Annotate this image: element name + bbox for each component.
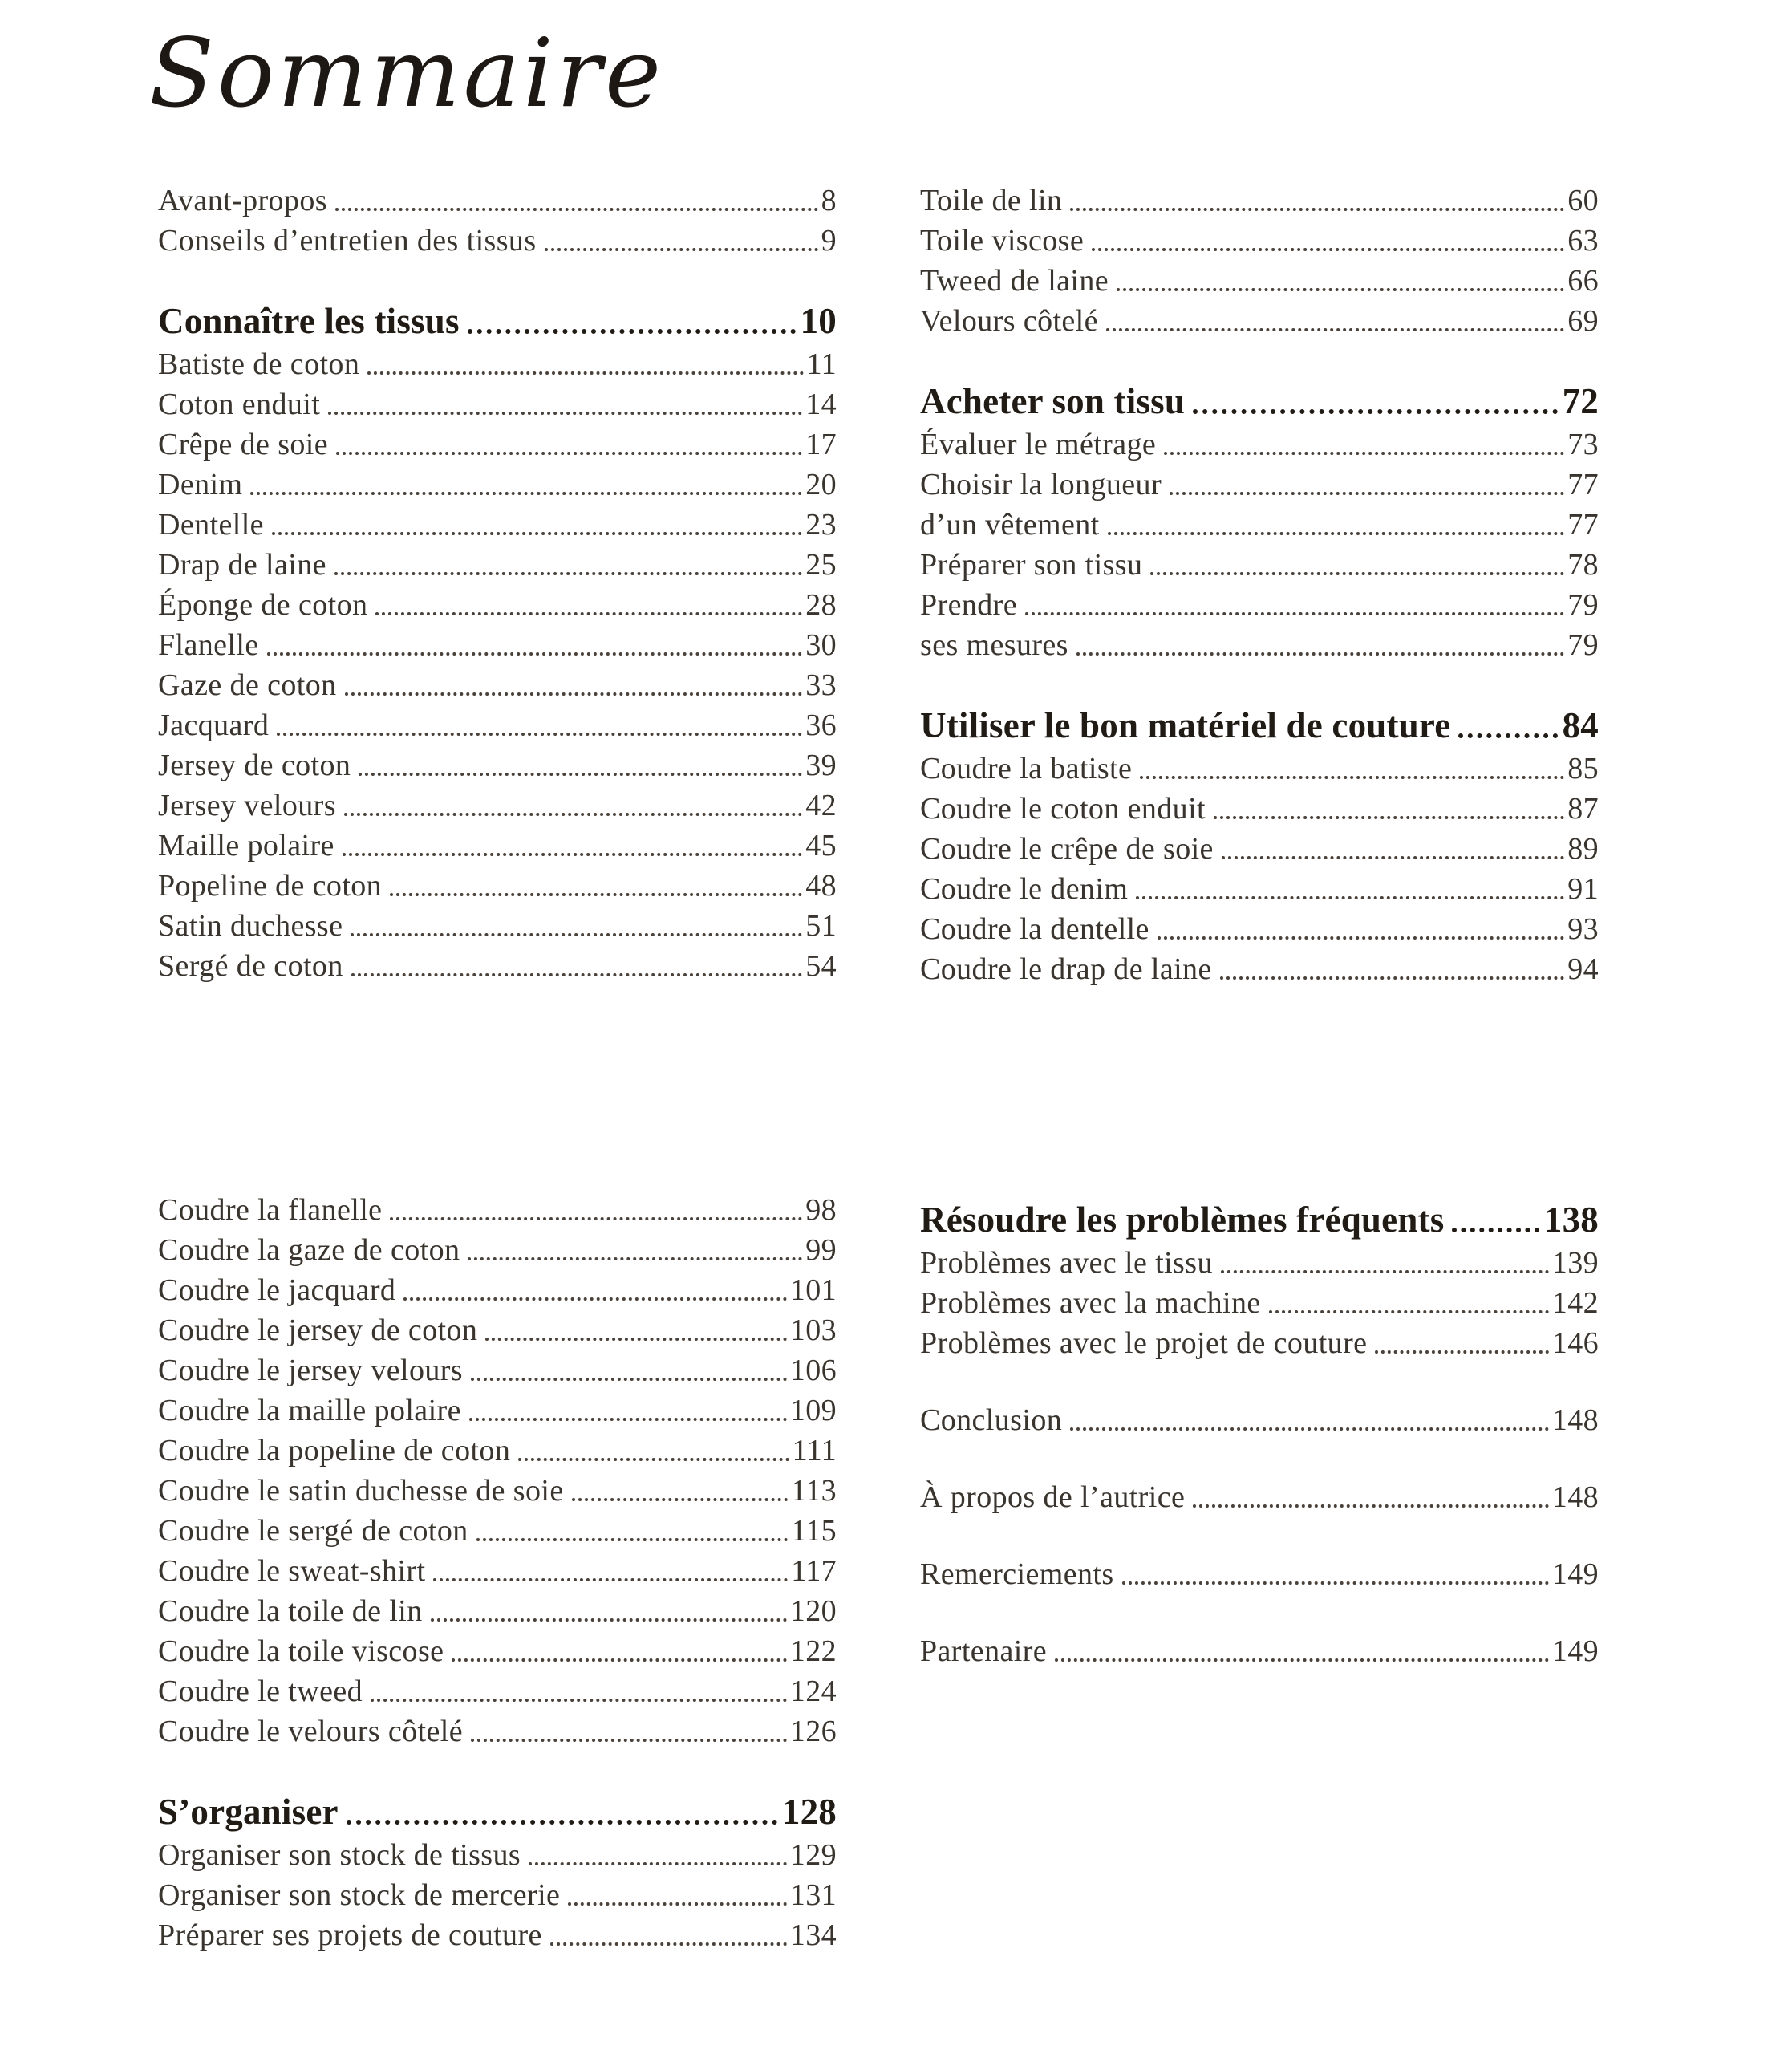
toc-entry xyxy=(920,746,1599,786)
toc-entry-page: 72 xyxy=(1562,381,1599,421)
toc-entry xyxy=(158,1508,837,1549)
toc-entry-label: Coudre le drap de laine xyxy=(920,952,1212,986)
toc-entry-label: Conclusion xyxy=(920,1403,1063,1437)
toc-entry-page: 11 xyxy=(806,347,837,381)
toc-entry-page: 148 xyxy=(1551,1403,1599,1437)
toc-entry-page: 94 xyxy=(1567,952,1599,986)
toc-entry xyxy=(158,1669,837,1709)
toc-entry xyxy=(158,783,837,823)
toc-entry xyxy=(158,1589,837,1629)
toc-entry-page: 28 xyxy=(805,588,837,622)
toc-entry-page: 124 xyxy=(789,1674,837,1708)
toc-entry-label: Coudre la flanelle xyxy=(158,1193,383,1227)
toc-entry-label: Coudre le crêpe de soie xyxy=(920,832,1214,866)
toc-entry-label: Coudre le sweat-shirt xyxy=(158,1554,426,1588)
dot-leader xyxy=(1106,328,1564,331)
toc-entry-label: Jacquard xyxy=(158,708,270,742)
dot-leader xyxy=(471,1739,787,1742)
toc-entry xyxy=(920,422,1599,462)
toc-entry xyxy=(920,298,1599,339)
toc-entry xyxy=(158,623,837,663)
toc-entry xyxy=(920,178,1599,218)
toc-entry-page: 63 xyxy=(1567,224,1599,258)
dot-leader xyxy=(1070,208,1564,211)
toc-entry-label: Coudre la toile de lin xyxy=(158,1594,423,1628)
toc-entry xyxy=(158,1268,837,1308)
toc-column-bottom-left xyxy=(158,1187,837,1953)
dot-leader xyxy=(347,1820,777,1825)
toc-entry-page: 103 xyxy=(789,1313,837,1347)
toc-entry-page: 142 xyxy=(1551,1286,1599,1320)
section-gap xyxy=(920,1361,1599,1398)
toc-column-top-right xyxy=(920,178,1599,987)
dot-leader xyxy=(1140,776,1564,779)
dot-leader xyxy=(433,1578,788,1581)
toc-entry xyxy=(158,1833,837,1873)
toc-entry xyxy=(158,1308,837,1348)
dot-leader xyxy=(1150,572,1564,575)
dot-leader xyxy=(1108,532,1565,535)
toc-entry xyxy=(158,903,837,944)
toc-entry xyxy=(158,823,837,863)
dot-leader xyxy=(1375,1350,1548,1354)
dot-leader xyxy=(1220,976,1564,980)
toc-entry-label: Organiser son stock de mercerie xyxy=(158,1878,561,1912)
toc-entry-page: 106 xyxy=(789,1354,837,1387)
toc-entry xyxy=(158,583,837,623)
toc-entry xyxy=(158,342,837,382)
toc-entry xyxy=(920,542,1599,583)
toc-entry-page: 138 xyxy=(1543,1200,1599,1240)
toc-entry xyxy=(158,542,837,583)
toc-entry-label: Évaluer le métrage xyxy=(920,428,1157,461)
section-gap xyxy=(158,1749,837,1786)
toc-entry-page: 36 xyxy=(805,708,837,742)
dot-leader xyxy=(336,452,802,455)
dot-leader xyxy=(545,248,818,251)
toc-entry-label: Sergé de coton xyxy=(158,949,343,983)
toc-entry-label: Coudre le jersey de coton xyxy=(158,1313,478,1347)
toc-entry-page: 79 xyxy=(1567,588,1599,622)
toc-entry-label: Choisir la longueur xyxy=(920,468,1162,501)
toc-entry-label: Acheter son tissu xyxy=(920,381,1186,421)
toc-entry xyxy=(920,1321,1599,1361)
toc-entry-page: 25 xyxy=(805,548,837,582)
dot-leader xyxy=(1055,1658,1549,1662)
toc-entry-label: Tweed de laine xyxy=(920,264,1109,298)
dot-leader xyxy=(345,692,803,696)
toc-entry xyxy=(158,743,837,783)
dot-leader xyxy=(1136,896,1564,899)
toc-entry-label: Maille polaire xyxy=(158,829,334,863)
toc-entry xyxy=(158,1549,837,1589)
dot-leader xyxy=(550,1942,787,1946)
toc-entry-label: Coudre la dentelle xyxy=(920,912,1149,946)
toc-entry-label: Jersey de coton xyxy=(158,749,351,782)
toc-entry-page: 120 xyxy=(789,1594,837,1628)
toc-entry-label: Utiliser le bon matériel de couture xyxy=(920,705,1451,745)
toc-entry-page: 117 xyxy=(791,1554,837,1588)
dot-leader xyxy=(468,1257,802,1260)
toc-entry-page: 60 xyxy=(1567,184,1599,217)
toc-entry-page: 113 xyxy=(791,1474,837,1508)
toc-entry-page: 111 xyxy=(792,1434,837,1467)
toc-entry-label: Popeline de coton xyxy=(158,869,383,903)
dot-leader xyxy=(1122,1581,1549,1585)
toc-entry xyxy=(158,1228,837,1268)
toc-entry-page: 54 xyxy=(805,949,837,983)
dot-leader xyxy=(1092,248,1564,251)
toc-entry-page: 33 xyxy=(805,668,837,702)
dot-leader xyxy=(359,773,802,776)
toc-entry xyxy=(158,422,837,462)
toc-entry-page: 146 xyxy=(1551,1326,1599,1360)
toc-entry xyxy=(920,1552,1599,1592)
dot-leader xyxy=(1458,733,1557,738)
toc-entry-label: Problèmes avec le projet de couture xyxy=(920,1326,1368,1360)
toc-entry-label: Coudre la toile viscose xyxy=(158,1634,444,1668)
toc-entry-page: 17 xyxy=(805,428,837,461)
toc-entry xyxy=(158,502,837,542)
toc-entry xyxy=(158,1468,837,1508)
toc-entry-page: 23 xyxy=(805,508,837,542)
dot-leader xyxy=(334,572,802,575)
toc-entry-page: 20 xyxy=(805,468,837,501)
dot-leader xyxy=(390,1217,802,1220)
toc-entry xyxy=(158,382,837,422)
toc-entry xyxy=(920,826,1599,867)
toc-entry-page: 149 xyxy=(1551,1634,1599,1668)
toc-column-top-left xyxy=(158,178,837,984)
toc-entry-label: Problèmes avec le tissu xyxy=(920,1246,1213,1280)
toc-entry xyxy=(158,178,837,218)
dot-leader xyxy=(1117,288,1564,291)
toc-entry-page: 79 xyxy=(1567,628,1599,662)
dot-leader xyxy=(351,973,802,976)
toc-entry xyxy=(920,947,1599,987)
toc-entry xyxy=(920,502,1599,542)
toc-entry-label: S’organiser xyxy=(158,1792,339,1832)
dot-leader xyxy=(272,532,802,535)
section-gap xyxy=(920,339,1599,375)
toc-entry-label: Coudre la batiste xyxy=(920,752,1133,785)
toc-entry-page: 9 xyxy=(821,224,837,258)
toc-entry-label: Denim xyxy=(158,468,243,501)
toc-entry xyxy=(920,1475,1599,1515)
toc-entry-label: Crêpe de soie xyxy=(158,428,329,461)
toc-entry-page: 129 xyxy=(789,1838,837,1872)
dot-leader xyxy=(529,1862,787,1865)
toc-entry xyxy=(920,907,1599,947)
dot-leader xyxy=(1076,652,1564,656)
toc-entry xyxy=(920,1629,1599,1669)
toc-entry xyxy=(158,1388,837,1428)
toc-entry-label: Conseils d’entretien des tissus xyxy=(158,224,537,258)
toc-entry-label: d’un vêtement xyxy=(920,508,1100,542)
toc-entry xyxy=(158,1873,837,1913)
section-gap xyxy=(920,663,1599,700)
toc-entry xyxy=(158,1187,837,1228)
dot-leader xyxy=(1158,936,1564,940)
toc-entry xyxy=(158,1913,837,1953)
dot-leader xyxy=(1452,1228,1539,1232)
toc-entry-label: Organiser son stock de tissus xyxy=(158,1838,521,1872)
dot-leader xyxy=(1214,816,1564,819)
dot-leader xyxy=(390,893,802,896)
toc-entry-page: 10 xyxy=(800,301,837,341)
dot-leader xyxy=(476,1538,789,1541)
dot-leader xyxy=(267,652,803,656)
dot-leader xyxy=(250,492,802,495)
dot-leader xyxy=(431,1618,787,1622)
toc-entry-label: Coudre le satin duchesse de soie xyxy=(158,1474,564,1508)
toc-entry-label: Avant-propos xyxy=(158,184,327,217)
toc-entry-label: Préparer son tissu xyxy=(920,548,1143,582)
toc-entry-page: 101 xyxy=(789,1273,837,1307)
toc-entry xyxy=(158,1348,837,1388)
dot-leader xyxy=(351,933,802,936)
toc-entry-page: 8 xyxy=(821,184,837,217)
toc-entry xyxy=(920,462,1599,502)
toc-entry-page: 126 xyxy=(789,1715,837,1748)
dot-leader xyxy=(375,612,802,615)
toc-entry-page: 14 xyxy=(805,388,837,421)
dot-leader xyxy=(328,412,802,415)
toc-entry-label: Velours côtelé xyxy=(920,304,1098,338)
toc-section-heading xyxy=(920,375,1599,422)
toc-entry-label: Toile de lin xyxy=(920,184,1063,217)
toc-entry-label: Préparer ses projets de couture xyxy=(158,1918,542,1952)
toc-entry-label: Jersey velours xyxy=(158,789,336,822)
dot-leader xyxy=(1221,1270,1549,1273)
dot-leader xyxy=(452,1658,786,1662)
dot-leader xyxy=(335,208,818,211)
dot-leader xyxy=(367,371,803,375)
dot-leader xyxy=(403,1297,786,1301)
dot-leader xyxy=(1193,409,1558,414)
toc-section-heading xyxy=(920,1194,1599,1240)
toc-entry-label: Connaître les tissus xyxy=(158,301,460,341)
toc-entry-page: 131 xyxy=(789,1878,837,1912)
dot-leader xyxy=(344,813,802,816)
toc-entry xyxy=(158,1428,837,1468)
toc-entry-label: Remerciements xyxy=(920,1557,1114,1591)
toc-entry xyxy=(920,867,1599,907)
toc-entry-label: Problèmes avec la machine xyxy=(920,1286,1261,1320)
toc-entry xyxy=(158,944,837,984)
toc-entry-page: 87 xyxy=(1567,792,1599,826)
dot-leader xyxy=(1170,492,1564,495)
toc-entry xyxy=(158,863,837,903)
toc-entry-page: 73 xyxy=(1567,428,1599,461)
toc-entry-page: 122 xyxy=(789,1634,837,1668)
toc-entry-label: Coudre le velours côtelé xyxy=(158,1715,463,1748)
toc-entry-label: Batiste de coton xyxy=(158,347,360,381)
toc-entry-label: Coudre le coton enduit xyxy=(920,792,1206,826)
toc-entry xyxy=(920,1281,1599,1321)
toc-entry-label: Partenaire xyxy=(920,1634,1048,1668)
toc-entry-label: Résoudre les problèmes fréquents xyxy=(920,1200,1445,1240)
dot-leader xyxy=(485,1338,786,1341)
toc-entry-page: 115 xyxy=(791,1514,837,1548)
dot-leader xyxy=(572,1498,789,1501)
section-gap xyxy=(158,258,837,295)
toc-entry-page: 139 xyxy=(1551,1246,1599,1280)
toc-entry-page: 93 xyxy=(1567,912,1599,946)
toc-entry xyxy=(920,583,1599,623)
toc-entry-page: 89 xyxy=(1567,832,1599,866)
toc-entry xyxy=(920,218,1599,258)
section-gap xyxy=(920,1592,1599,1629)
dot-leader xyxy=(1070,1427,1549,1431)
toc-entry-label: Toile viscose xyxy=(920,224,1085,258)
toc-entry xyxy=(158,703,837,743)
toc-entry-page: 77 xyxy=(1567,468,1599,501)
toc-entry-label: Coton enduit xyxy=(158,388,321,421)
toc-entry-page: 91 xyxy=(1567,872,1599,906)
toc-entry-page: 98 xyxy=(805,1193,837,1227)
dot-leader xyxy=(469,1418,787,1421)
dot-leader xyxy=(343,853,802,856)
toc-entry-page: 30 xyxy=(805,628,837,662)
toc-entry-page: 84 xyxy=(1562,705,1599,745)
dot-leader xyxy=(277,733,802,736)
dot-leader xyxy=(1193,1504,1549,1508)
dot-leader xyxy=(568,1902,786,1906)
toc-entry-label: Éponge de coton xyxy=(158,588,368,622)
toc-entry xyxy=(920,786,1599,826)
toc-entry-page: 148 xyxy=(1551,1480,1599,1514)
toc-entry-page: 51 xyxy=(805,909,837,943)
toc-entry-label: Dentelle xyxy=(158,508,264,542)
toc-entry-page: 78 xyxy=(1567,548,1599,582)
toc-entry-page: 69 xyxy=(1567,304,1599,338)
toc-entry xyxy=(920,1240,1599,1281)
dot-leader xyxy=(1269,1310,1549,1313)
toc-entry-label: Coudre la popeline de coton xyxy=(158,1434,511,1467)
toc-entry-label: Coudre le jacquard xyxy=(158,1273,396,1307)
toc-entry-page: 134 xyxy=(789,1918,837,1952)
section-gap xyxy=(920,1438,1599,1475)
toc-entry-page: 99 xyxy=(805,1233,837,1267)
toc-entry-page: 149 xyxy=(1551,1557,1599,1591)
section-gap xyxy=(920,1515,1599,1552)
toc-entry-page: 128 xyxy=(781,1792,837,1832)
dot-leader xyxy=(471,1378,787,1381)
toc-entry-label: À propos de l’autrice xyxy=(920,1480,1186,1514)
toc-entry-label: Flanelle xyxy=(158,628,259,662)
toc-entry-label: Gaze de coton xyxy=(158,668,337,702)
dot-leader xyxy=(468,329,796,334)
toc-section-heading xyxy=(920,700,1599,746)
toc-entry-page: 85 xyxy=(1567,752,1599,785)
toc-entry-label: ses mesures xyxy=(920,628,1068,662)
toc-entry-label: Coudre la maille polaire xyxy=(158,1394,461,1427)
toc-column-bottom-right xyxy=(920,1194,1599,1669)
toc-entry-page: 109 xyxy=(789,1394,837,1427)
dot-leader xyxy=(1164,452,1564,455)
toc-entry-label: Coudre le tweed xyxy=(158,1674,363,1708)
toc-entry-label: Coudre le denim xyxy=(920,872,1129,906)
toc-entry xyxy=(920,1398,1599,1438)
page-title: Sommaire xyxy=(149,18,664,128)
dot-leader xyxy=(371,1699,787,1702)
toc-entry-label: Coudre le sergé de coton xyxy=(158,1514,468,1548)
toc-entry xyxy=(158,462,837,502)
toc-entry xyxy=(920,623,1599,663)
dot-leader xyxy=(1222,856,1564,859)
toc-entry-page: 39 xyxy=(805,749,837,782)
toc-entry xyxy=(158,663,837,703)
toc-section-heading xyxy=(158,1786,837,1833)
toc-entry-label: Prendre xyxy=(920,588,1017,622)
toc-entry xyxy=(158,1629,837,1669)
toc-section-heading xyxy=(158,295,837,342)
toc-entry-page: 66 xyxy=(1567,264,1599,298)
toc-entry-label: Coudre le jersey velours xyxy=(158,1354,463,1387)
toc-entry-label: Drap de laine xyxy=(158,548,326,582)
dot-leader xyxy=(518,1458,789,1461)
toc-entry-page: 48 xyxy=(805,869,837,903)
toc-entry xyxy=(158,1709,837,1749)
toc-entry-page: 42 xyxy=(805,789,837,822)
toc-entry-page: 77 xyxy=(1567,508,1599,542)
dot-leader xyxy=(1025,612,1564,615)
toc-entry-label: Satin duchesse xyxy=(158,909,343,943)
toc-entry xyxy=(158,218,837,258)
toc-entry xyxy=(920,258,1599,298)
toc-entry-page: 45 xyxy=(805,829,837,863)
toc-entry-label: Coudre la gaze de coton xyxy=(158,1233,460,1267)
